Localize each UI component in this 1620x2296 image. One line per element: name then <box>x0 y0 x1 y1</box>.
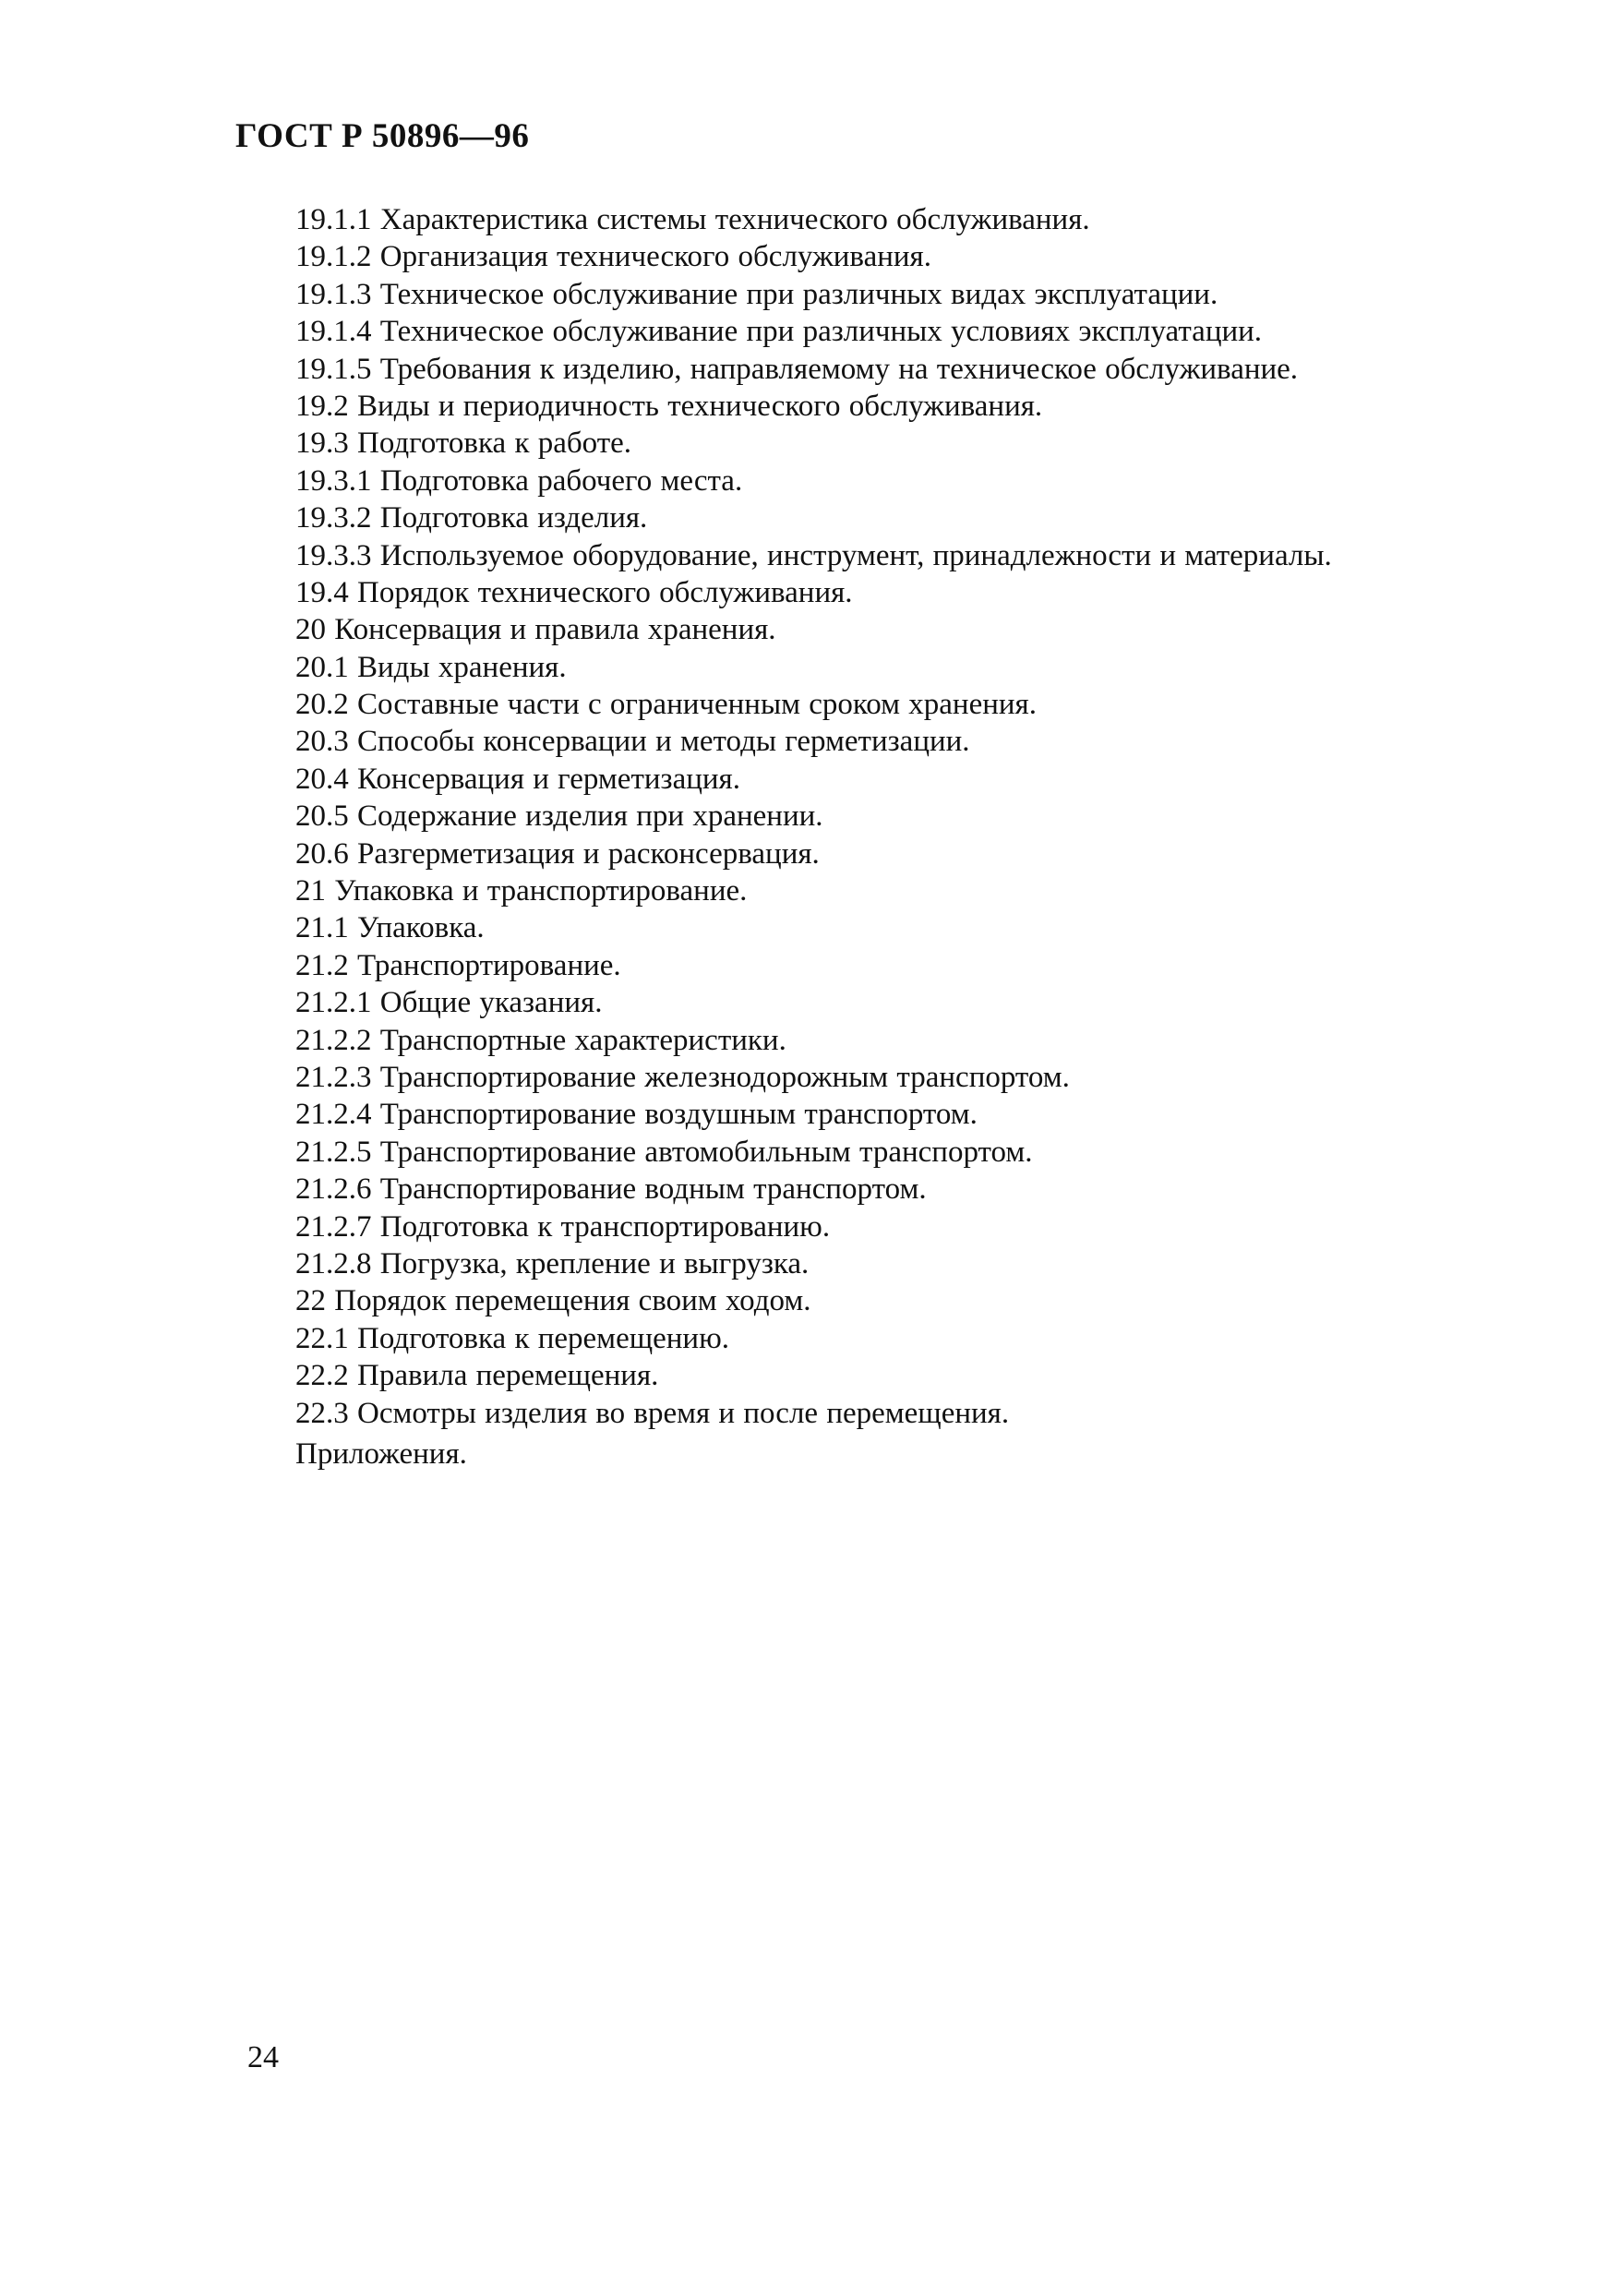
toc-item-21-2-5: 21.2.5 Транспортирование автомобильным транспортом. <box>295 1135 1033 1169</box>
toc-item-19-1-1: 19.1.1 Характеристика системы технического обслуживания. <box>295 203 1090 236</box>
document-code-header: ГОСТ Р 50896—96 <box>235 117 530 155</box>
toc-item-19-3-3: 19.3.3 Используемое оборудование, инструмент, принадлежности и материалы. <box>295 538 1332 572</box>
toc-item-21-2-7: 21.2.7 Подготовка к транспортированию. <box>295 1209 831 1244</box>
toc-item-19-3-1: 19.3.1 Подготовка рабочего места. <box>295 463 743 498</box>
toc-item-21-2-4: 21.2.4 Транспортирование воздушным транспортом. <box>295 1098 978 1132</box>
toc-item-21-2-3: 21.2.3 Транспортирование железнодорожным транспортом. <box>295 1060 1070 1094</box>
toc-item-19-1-4: 19.1.4 Техническое обслуживание при различных условиях эксплуатации. <box>295 315 1263 349</box>
toc-item-20-5: 20.5 Содержание изделия при хранении. <box>295 799 823 834</box>
toc-item-19-1-5: 19.1.5 Требования к изделию, направляемому на техническое обслуживание. <box>295 352 1299 386</box>
toc-item-20-2: 20.2 Составные части с ограниченным сроком хранения. <box>295 688 1037 722</box>
toc-item-20-1: 20.1 Виды хранения. <box>295 650 567 684</box>
toc-item-19-3-2: 19.3.2 Подготовка изделия. <box>295 501 648 535</box>
toc-item-19-1-2: 19.1.2 Организация технического обслуживания. <box>295 240 931 274</box>
toc-item-appendices: Приложения. <box>295 1437 467 1471</box>
table-of-contents <box>295 201 1332 1473</box>
toc-item-19-2: 19.2 Виды и периодичность технического обслуживания. <box>295 389 1043 423</box>
page-number: 24 <box>247 2040 279 2074</box>
toc-item-21-1: 21.1 Упаковка. <box>295 911 485 945</box>
toc-item-22-2: 22.2 Правила перемещения. <box>295 1359 659 1393</box>
toc-item-21-2-1: 21.2.1 Общие указания. <box>295 986 603 1020</box>
toc-item-21-2-2: 21.2.2 Транспортные характеристики. <box>295 1023 786 1057</box>
toc-item-21-2-6: 21.2.6 Транспортирование водным транспортом. <box>295 1172 927 1207</box>
toc-item-21-2: 21.2 Транспортирование. <box>295 948 621 982</box>
toc-item-21: 21 Упаковка и транспортирование. <box>295 874 748 908</box>
toc-item-19-3: 19.3 Подготовка к работе. <box>295 427 632 461</box>
toc-item-22-1: 22.1 Подготовка к перемещению. <box>295 1321 729 1355</box>
toc-item-19-4: 19.4 Порядок технического обслуживания. <box>295 575 853 609</box>
toc-item-20-3: 20.3 Способы консервации и методы герметизации. <box>295 725 970 759</box>
toc-item-22-3: 22.3 Осмотры изделия во время и после перемещения. <box>295 1396 1010 1430</box>
toc-item-20-4: 20.4 Консервация и герметизация. <box>295 762 740 796</box>
toc-item-20-6: 20.6 Разгерметизация и расконсервация. <box>295 836 820 871</box>
toc-item-21-2-8: 21.2.8 Погрузка, крепление и выгрузка. <box>295 1246 810 1280</box>
toc-item-20: 20 Консервация и правила хранения. <box>295 613 776 647</box>
toc-item-19-1-3: 19.1.3 Техническое обслуживание при различных видах эксплуатации. <box>295 277 1218 311</box>
toc-item-22: 22 Порядок перемещения своим ходом. <box>295 1284 811 1318</box>
